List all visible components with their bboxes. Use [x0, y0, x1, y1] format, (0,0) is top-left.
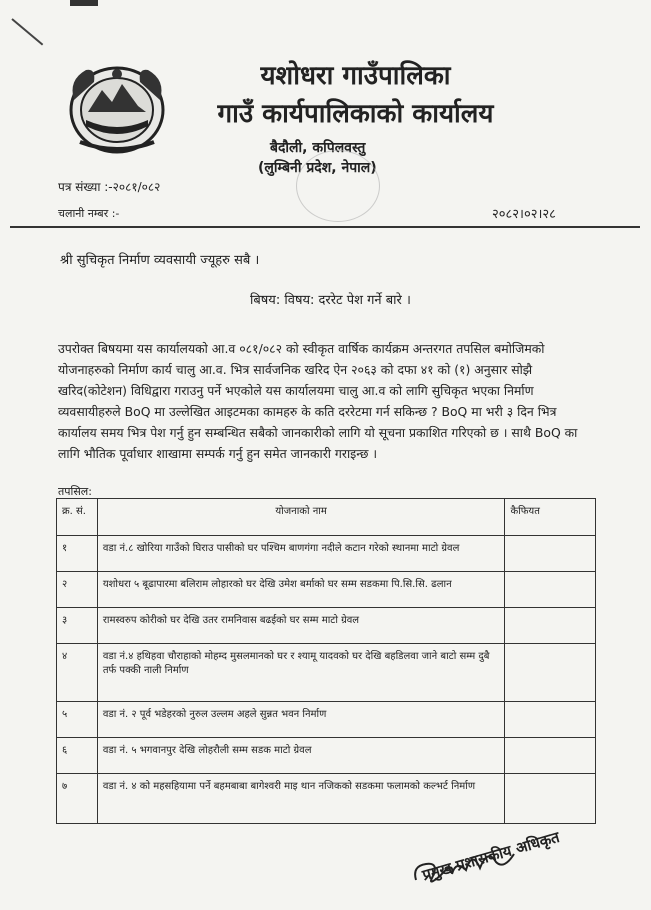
- row-remarks: [505, 738, 596, 774]
- table-row: [57, 702, 596, 738]
- row-project-name: वडा नं. २ पूर्व भडेहरको नुरुल उल्लम अहले सुन्नत भवन निर्माण: [97, 702, 505, 738]
- row-serial: ६: [57, 738, 98, 774]
- row-serial: २: [57, 572, 98, 608]
- address-line: बैदौली, कपिलवस्तु: [270, 140, 366, 156]
- office-name: गाउँ कार्यपालिकाको कार्यालय: [217, 99, 494, 129]
- table-row: [57, 572, 596, 608]
- province-line: (लुम्बिनी प्रदेश, नेपाल): [258, 160, 377, 176]
- table-row: [57, 644, 596, 702]
- reference-number: पत्र संख्या :-२०८१/०८२: [58, 180, 161, 194]
- row-remarks: [505, 536, 596, 572]
- project-table: [56, 498, 596, 824]
- table-row: [57, 774, 596, 824]
- header-project-name: योजनाको नाम: [97, 499, 505, 536]
- row-project-name: वडा नं.४ हथिहवा चौराहाको मोहम्द मुसलमानको घर र श्यामू यादवको घर देखि बहडिलवा जाने बाटो सम्म दुबै तर्फ पक्की नाली निर्माण: [97, 644, 505, 702]
- scan-artifact: [11, 18, 43, 45]
- row-project-name: वडा नं.८ खोरिया गाउँको घिराउ पासीको घर पश्चिम बाणगंगा नदीले कटान गरेको स्थानमा माटो ग्रेवल: [97, 536, 505, 572]
- row-remarks: [505, 608, 596, 644]
- row-serial: ५: [57, 702, 98, 738]
- row-project-name: यशोधरा ५ बूढापारमा बलिराम लोहारको घर देखि उमेश बर्माको घर सम्म सडकमा पि.सि.सि. ढलान: [97, 572, 505, 608]
- letter-body: उपरोक्त बिषयमा यस कार्यालयको आ.व ०८१/०८२ को स्वीकृत वार्षिक कार्यक्रम अन्तरगत तपसिल बमोजिमको योजनाहरुको निर्माण कार्य चालु आ.व. भित्र सार्वजनिक खरिद ऐन २०६३ को दफा ४१ को (१) अनुसार सोझै खरिद(कोटेशन) विधिद्वारा गराउनु पर्ने भएकोले यस कार्यालयमा चालु आ.व को लागि सुचिकृत भएका निर्माण व्यवसायीहरुले BoQ मा उल्लेखित आइटमका कामहरु के कति दररेटमा गर्न सकिन्छ ? BoQ मा भरी ३ दिन भित्र कार्यालय समय भित्र पेश गर्नु हुन सम्बन्धित सबैको जानकारीको लागि यो सूचना प्रकाशित गरिएको छ । साथै BoQ का लागि भौतिक पूर्वाधार शाखामा सम्पर्क गर्नु हुन समेत जानकारी गराइन्छ ।: [58, 341, 578, 461]
- row-project-name: वडा नं. ४ को महसहियामा पर्ने बहमबाबा बागेश्वरी माइ थान नजिकको सडकमा फलामको कल्भर्ट निर्माण: [97, 774, 505, 824]
- row-remarks: [505, 702, 596, 738]
- row-serial: ७: [57, 774, 98, 824]
- header-remarks: कैफियत: [505, 499, 596, 536]
- dispatch-number: चलानी नम्बर :-: [58, 207, 120, 220]
- row-project-name: वडा नं. ५ भगवानपुर देखि लोहरौली सम्म सडक माटो ग्रेवल: [97, 738, 505, 774]
- row-serial: १: [57, 536, 98, 572]
- row-remarks: [505, 644, 596, 702]
- table-row: [57, 536, 596, 572]
- table-header-row: [57, 499, 596, 536]
- details-label: तपसिल:: [58, 485, 92, 498]
- table-row: [57, 738, 596, 774]
- header-serial: क्र. सं.: [57, 499, 98, 536]
- header-divider: [10, 226, 640, 228]
- officer-title: प्रमुख प्रशासकीय अधिकृत: [420, 827, 562, 885]
- row-project-name: रामस्वरुप कोरीको घर देखि उतर रामनिवास बढईको घर सम्म माटो ग्रेवल: [97, 608, 505, 644]
- subject-line: बिषय: विषय: दररेट पेश गर्ने बारे ।: [250, 293, 411, 308]
- office-stamp: [296, 150, 380, 222]
- scan-artifact: [70, 0, 98, 6]
- row-serial: ४: [57, 644, 98, 702]
- row-remarks: [505, 572, 596, 608]
- table-row: [57, 608, 596, 644]
- recipient: श्री सुचिकृत निर्माण व्यवसायी ज्यूहरु सबै ।: [60, 253, 260, 268]
- organization-name: यशोधरा गाउँपालिका: [260, 61, 451, 91]
- row-remarks: [505, 774, 596, 824]
- row-serial: ३: [57, 608, 98, 644]
- letter-date: २०८२।०२।२८: [492, 207, 556, 222]
